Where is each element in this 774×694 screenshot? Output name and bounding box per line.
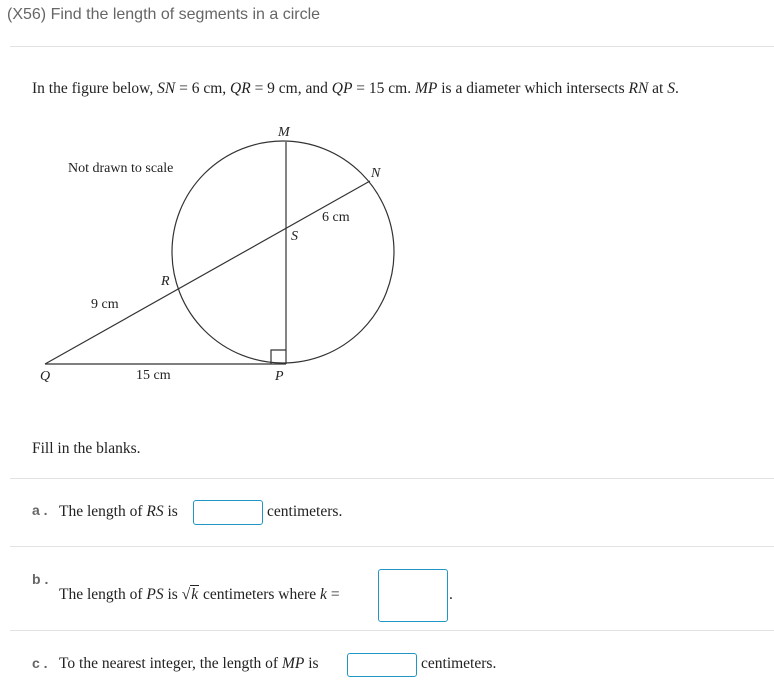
right-angle-mark: [271, 350, 286, 364]
part-b-prompt: The length of PS is √k centimeters where k =: [59, 586, 340, 603]
part-a-unit: centimeters.: [267, 503, 343, 520]
divider: [10, 46, 774, 47]
part-c-prompt: To the nearest integer, the length of MP is: [59, 655, 319, 672]
point-label-p: P: [275, 369, 284, 384]
instructions: Fill in the blanks.: [32, 440, 141, 457]
part-a-letter: a .: [32, 502, 48, 518]
point-label-n: N: [371, 166, 381, 181]
point-label-m: M: [278, 125, 290, 140]
divider: [10, 546, 774, 547]
label-qr-length: 9 cm: [91, 297, 119, 312]
point-label-q: Q: [40, 369, 51, 384]
circle-figure: [30, 110, 410, 400]
circle: [172, 141, 394, 363]
part-a-answer-input[interactable]: [193, 500, 263, 525]
part-b-period: .: [449, 586, 453, 603]
label-qp-length: 15 cm: [136, 368, 171, 383]
problem-statement: In the figure below, SN = 6 cm, QR = 9 cm, and QP = 15 cm. MP is a diameter which intersects RN at S.: [32, 80, 679, 97]
page-title: (X56) Find the length of segments in a circle: [7, 6, 321, 23]
part-c-unit: centimeters.: [421, 655, 497, 672]
part-c-answer-input[interactable]: [347, 653, 417, 677]
part-a-prompt: The length of RS is: [59, 503, 178, 520]
point-label-r: R: [161, 274, 170, 289]
label-sn-length: 6 cm: [322, 210, 350, 225]
part-b-letter: b .: [32, 571, 49, 587]
point-label-s: S: [291, 229, 298, 244]
not-to-scale-note: Not drawn to scale: [68, 161, 174, 176]
divider: [10, 478, 774, 479]
part-b-answer-input[interactable]: [378, 569, 448, 622]
part-c-letter: c .: [32, 655, 48, 671]
secant-qn: [45, 181, 370, 364]
sqrt-symbol: √: [181, 586, 191, 603]
divider: [10, 630, 774, 631]
